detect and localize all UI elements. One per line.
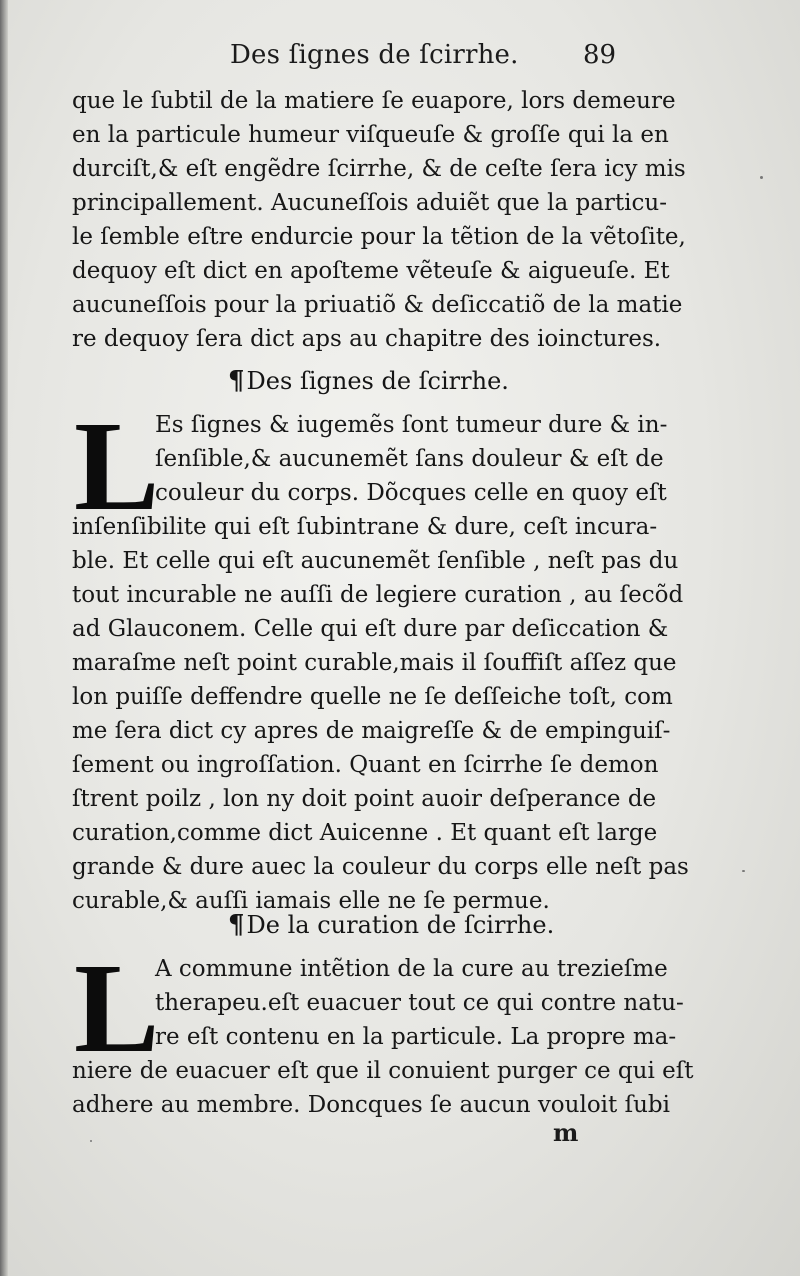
text-line: A commune intẽtion de la cure au trezieſme: [155, 956, 668, 982]
text-line: re eſt contenu en la particule. La propre ma-: [155, 1024, 677, 1050]
text-line: ad Glauconem. Celle qui eſt dure par deſiccation &: [72, 616, 669, 642]
text-line: me ſera dict cy apres de maigreſſe & de empinguiſ-: [72, 718, 671, 744]
text-line: adhere au membre. Doncques ſe aucun vouloit ſubi: [72, 1092, 670, 1118]
text-line: lon puiſſe deffendre quelle ne ſe deſſeiche toſt, com: [72, 684, 673, 710]
section-heading-signs: [228, 366, 509, 396]
pilcrow-icon: ¶: [228, 910, 245, 940]
section-heading-text: Des ſignes de ſcirrhe.: [246, 367, 509, 395]
text-line: en la particule humeur viſqueuſe & groſſe qui la en: [72, 122, 669, 148]
running-title: Des ſignes de ſcirrhe.: [230, 40, 519, 70]
text-line: re dequoy ſera dict aps au chapitre des ioinctures.: [72, 326, 662, 352]
text-line: maraſme neſt point curable,mais il ſouffiſt aſſez que: [72, 650, 677, 676]
text-line: ſtrent poilz , lon ny doit point auoir deſperance de: [72, 786, 657, 812]
paper-speck: [760, 176, 763, 179]
text-line: que le ſubtil de la matiere ſe euapore, lors demeure: [72, 88, 676, 114]
drop-capital: L: [74, 395, 160, 537]
text-line: curable,& auſſi iamais elle ne ſe permue.: [72, 888, 550, 914]
page-number: 89: [583, 40, 617, 70]
text-line: tout incurable ne auſſi de legiere curation , au ſecõd: [72, 582, 684, 608]
text-line: inſenſibilite qui eſt ſubintrane & dure, ceſt incura-: [72, 514, 658, 540]
text-line: ſenſible,& aucunemẽt ſans douleur & eſt de: [155, 446, 664, 472]
page-edge-shadow: [0, 0, 8, 1276]
text-line: curation,comme dict Auicenne . Et quant eſt large: [72, 820, 658, 846]
text-line: le ſemble eſtre endurcie pour la tẽtion de la vẽtoſite,: [72, 224, 686, 250]
text-line: Es ſignes & iugemẽs ſont tumeur dure & in-: [155, 412, 668, 438]
text-line: ſement ou ingroſſation. Quant en ſcirrhe ſe demon: [72, 752, 659, 778]
text-line: dequoy eſt dict en apoſteme vẽteuſe & aigueuſe. Et: [72, 258, 670, 284]
pilcrow-icon: ¶: [228, 366, 245, 396]
text-line: couleur du corps. Dõcques celle en quoy eſt: [155, 480, 667, 506]
text-line: therapeu.eſt euacuer tout ce qui contre natu-: [155, 990, 684, 1016]
text-line: durciſt,& eſt engẽdre ſcirrhe, & de ceſte ſera icy mis: [72, 156, 686, 182]
section-heading-cure: [228, 910, 554, 940]
section-heading-text: De la curation de ſcirrhe.: [246, 911, 555, 939]
text-line: aucuneſſois pour la priuatiõ & deſiccatiõ de la matie: [72, 292, 683, 318]
paper-speck: [742, 870, 745, 872]
text-line: grande & dure auec la couleur du corps elle neſt pas: [72, 854, 689, 880]
text-line: principallement. Aucuneſſois aduiẽt que la particu-: [72, 190, 667, 216]
text-line: ble. Et celle qui eſt aucunemẽt ſenſible , neſt pas du: [72, 548, 679, 574]
signature-mark: m: [553, 1118, 579, 1147]
paper-speck: [90, 1140, 92, 1142]
drop-capital: L: [74, 937, 160, 1079]
text-line: niere de euacuer eſt que il conuient purger ce qui eſt: [72, 1058, 694, 1084]
